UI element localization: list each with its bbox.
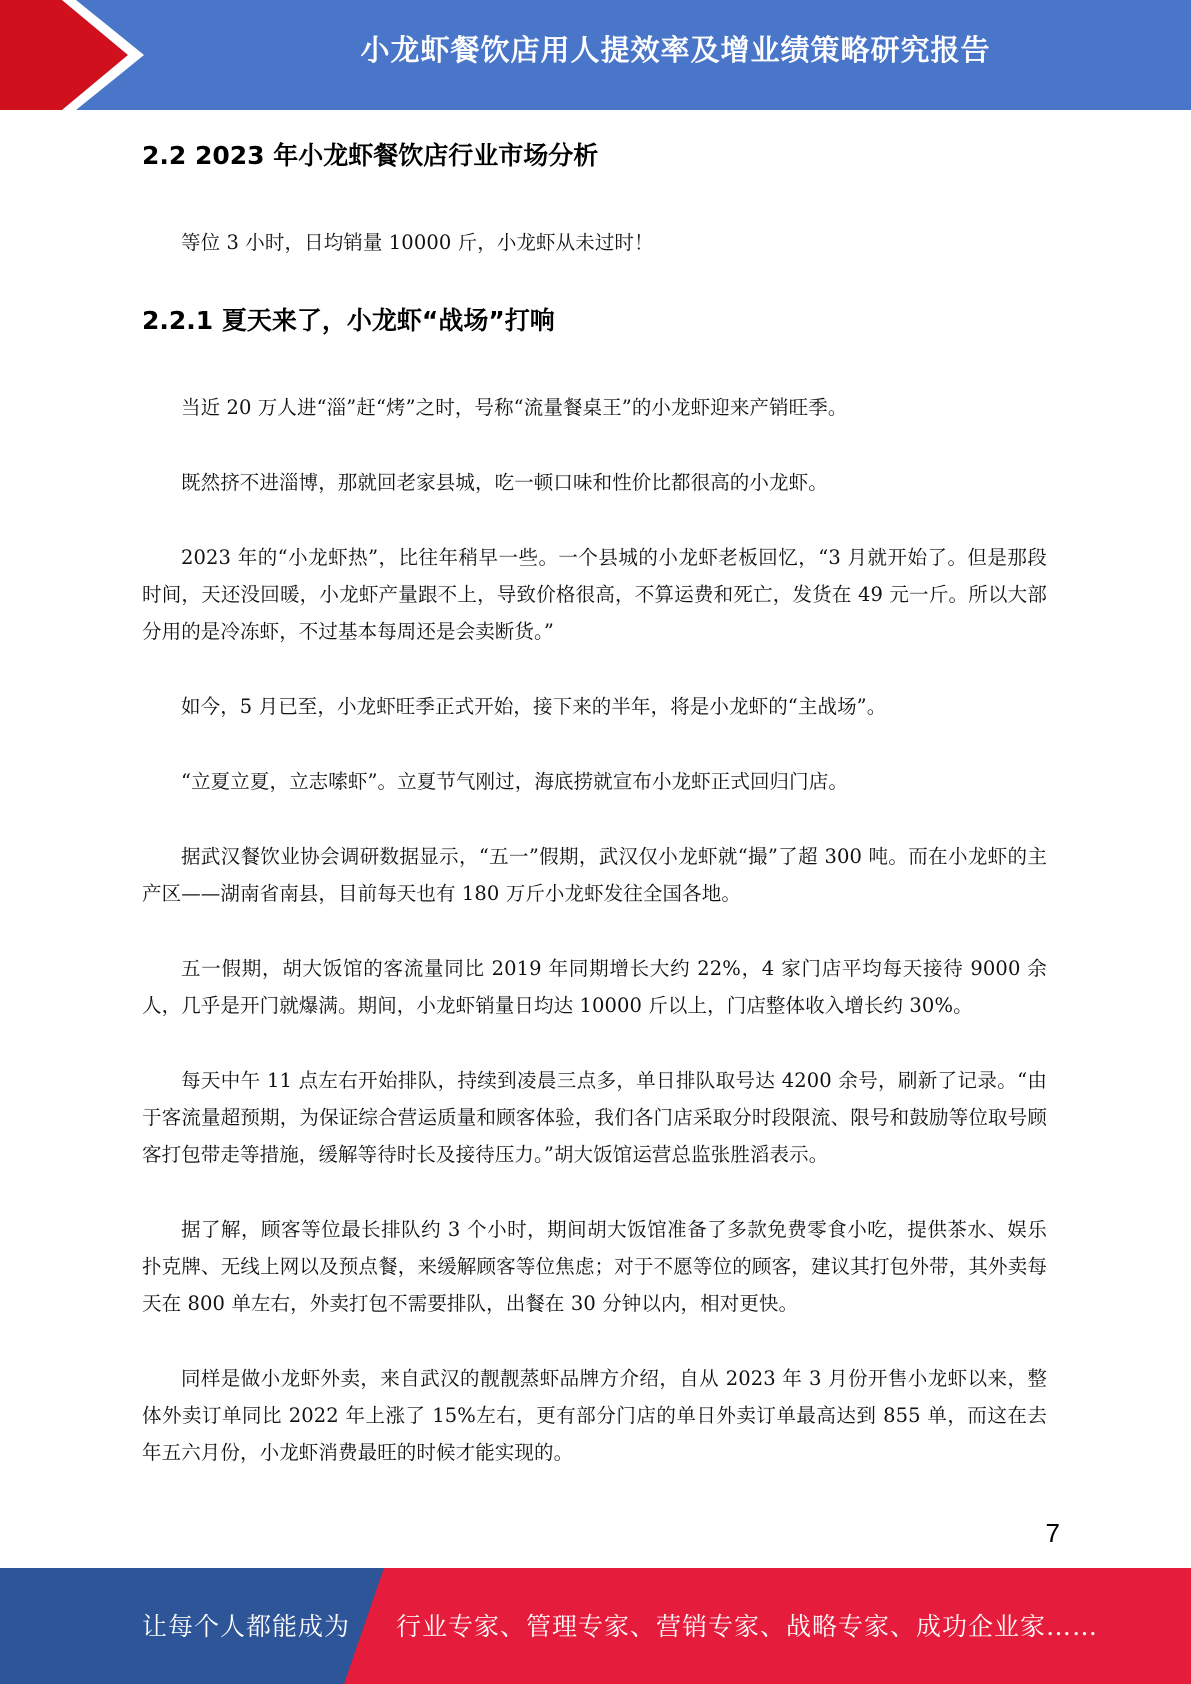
body-paragraph: “立夏立夏，立志嗦虾”。立夏节气刚过，海底捞就宣布小龙虾正式回归门店。 (181, 770, 848, 793)
body-paragraph: 既然挤不进淄博，那就回老家县城，吃一顿口味和性价比都很高的小龙虾。 (181, 471, 828, 494)
page-footer (0, 1568, 1191, 1684)
body-paragraph: 如今，5 月已至，小龙虾旺季正式开始，接下来的半年，将是小龙虾的“主战场”。 (181, 695, 887, 718)
page-content (142, 128, 1047, 1509)
body-paragraph: 当近 20 万人进“淄”赶“烤”之时，号称“流量餐桌王”的小龙虾迎来产销旺季。 (181, 396, 848, 419)
page-number: 7 (1045, 1518, 1060, 1548)
section-heading-2-2-1: 2.2.1 夏天来了，小龙虾“战场”打响 (142, 306, 555, 335)
body-paragraph: 2023 年的“小龙虾热”，比往年稍早一些。一个县城的小龙虾老板回忆，“3 月就开始了。但是那段时间，天还没回暖，小龙虾产量跟不上，导致价格很高，不算运费和死亡，发货在 49 元一斤。所以大部分用的是冷冻虾，不过基本每周还是会卖断货。” (142, 546, 1047, 643)
footer-slogan-left: 让每个人都能成为 (142, 1612, 351, 1641)
body-paragraph: 据了解，顾客等位最长排队约 3 个小时，期间胡大饭馆准备了多款免费零食小吃，提供茶水、娱乐扑克牌、无线上网以及预点餐，来缓解顾客等位焦虑；对于不愿等位的顾客，建议其打包外带，其外卖每天在 800 单左右，外卖打包不需要排队，出餐在 30 分钟以内，相对更快。 (142, 1218, 1047, 1315)
body-paragraph: 据武汉餐饮业协会调研数据显示，“五一”假期，武汉仅小龙虾就“撮”了超 300 吨。而在小龙虾的主产区——湖南省南县，目前每天也有 180 万斤小龙虾发往全国各地。 (142, 845, 1047, 905)
body-paragraph: 每天中午 11 点左右开始排队，持续到凌晨三点多，单日排队取号达 4200 余号，刷新了记录。“由于客流量超预期，为保证综合营运质量和顾客体验，我们各门店采取分时段限流、限号和鼓励等位取号顾客打包带走等措施，缓解等待时长及接待压力。”胡大饭馆运营总监张胜滔表示。 (142, 1069, 1047, 1166)
page-header (0, 0, 1191, 110)
body-paragraph: 同样是做小龙虾外卖，来自武汉的靓靓蒸虾品牌方介绍，自从 2023 年 3 月份开售小龙虾以来，整体外卖订单同比 2022 年上涨了 15%左右，更有部分门店的单日外卖订单最高达到 855 单，而这在去年五六月份，小龙虾消费最旺的时候才能实现的。 (142, 1367, 1047, 1464)
intro-paragraph: 等位 3 小时，日均销量 10000 斤，小龙虾从未过时！ (181, 231, 654, 254)
body-paragraph: 五一假期，胡大饭馆的客流量同比 2019 年同期增长大约 22%，4 家门店平均每天接待 9000 余人，几乎是开门就爆满。期间，小龙虾销量日均达 10000 斤以上，门店整体收入增长约 30%。 (142, 957, 1047, 1017)
section-heading-2-2: 2.2 2023 年小龙虾餐饮店行业市场分析 (142, 141, 599, 170)
header-chevron-icon (0, 0, 200, 110)
footer-slogan-right: 行业专家、管理专家、营销专家、战略专家、成功企业家…… (396, 1612, 1099, 1641)
report-title: 小龙虾餐饮店用人提效率及增业绩策略研究报告 (360, 33, 991, 67)
